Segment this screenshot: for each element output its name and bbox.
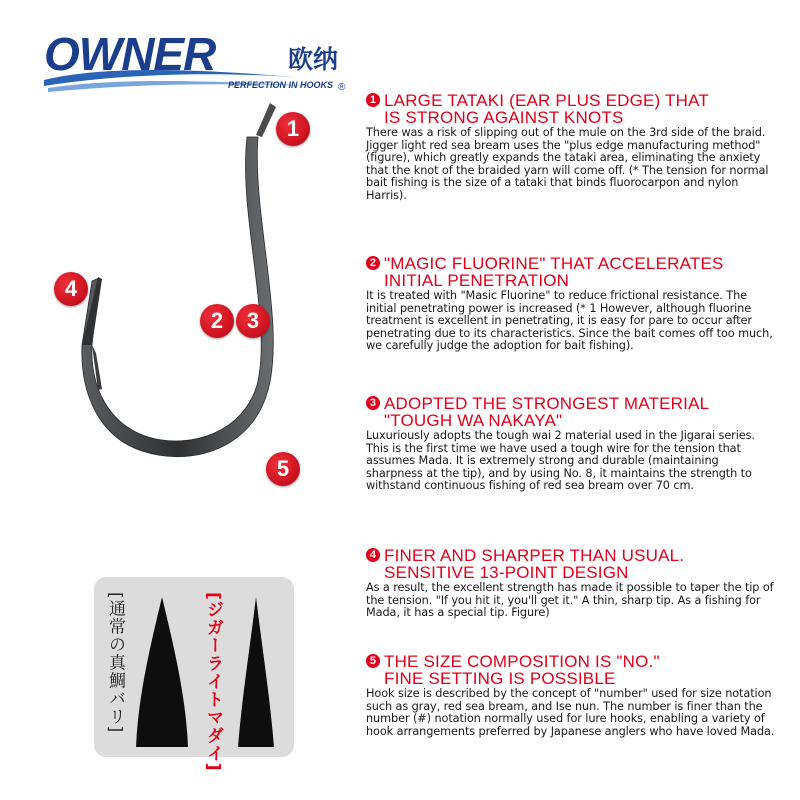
hook-badge-4: 4: [54, 272, 88, 306]
jigger-light-madai-label: [ジガーライトマダイ]: [203, 592, 223, 772]
feature-title-4-line2: SENSITIVE 13-POINT DESIGN: [384, 563, 629, 582]
feature-title-2-line1: "MAGIC FLUORINE" THAT ACCELERATES: [384, 254, 724, 273]
feature-number-4: 4: [366, 548, 380, 562]
owner-logo: [42, 28, 362, 96]
feature-title-1: [366, 92, 776, 126]
feature-title-4-line1: FINER AND SHARPER THAN USUAL.: [384, 546, 685, 565]
hook-eye: [256, 103, 276, 137]
feature-section-1: [366, 92, 776, 203]
hook-badge-2: 2: [200, 304, 234, 338]
feature-body-2-p1: It is treated with "Masic Fluorine" to reduce frictional resistance. The initial penetrating power is increased (* 1 However, although fluorine treatment is excellent in penetrating, it is easy for pare to occur after penetrating due to its characteristics. Since the bait comes off too much, we carefully judge the adoption for bait fishing).: [366, 289, 773, 353]
feature-title-4: [366, 547, 776, 581]
feature-title-3-line1: ADOPTED THE STRONGEST MATERIAL: [384, 394, 710, 413]
feature-title-5: [366, 653, 776, 687]
feature-title-3-line2: "TOUGH WA NAKAYA": [384, 411, 563, 430]
feature-section-2: [366, 255, 776, 353]
standard-hook-label: [通常の真鯛バリ]: [105, 592, 125, 734]
feature-section-5: [366, 653, 776, 738]
feature-body-3-p1: Luxuriously adopts the tough wai 2 material used in the Jigarai series.: [366, 429, 755, 442]
feature-title-2: [366, 255, 776, 289]
logo-tagline: PERFECTION IN HOOKS: [228, 80, 334, 90]
logo-brand: OWNER: [44, 28, 216, 80]
owner-logo-mark: [42, 28, 362, 96]
feature-body-1-p1: There was a risk of slipping out of the mule on the 3rd side of the braid.: [366, 126, 766, 139]
feature-title-3: [366, 395, 776, 429]
feature-title-2-line2: INITIAL PENETRATION: [384, 271, 570, 290]
feature-number-3: 3: [366, 396, 380, 410]
logo-registered: ®: [338, 82, 346, 93]
feature-section-3: [366, 395, 776, 493]
feature-number-1: 1: [366, 93, 380, 107]
feature-title-1-line2: IS STRONG AGAINST KNOTS: [384, 108, 624, 127]
standard-tip-shape: [136, 597, 188, 747]
feature-body-4: [366, 582, 776, 620]
feature-body-3: [366, 430, 776, 493]
feature-title-5-line2: FINE SETTING IS POSSIBLE: [384, 669, 616, 688]
feature-title-5-line1: THE SIZE COMPOSITION IS "NO.": [384, 652, 660, 671]
hook-drawing: [30, 95, 360, 515]
hook-body: [82, 137, 273, 457]
feature-body-4-p1: As a result, the excellent strength has made it possible to taper the tip of the tension. "If you hit it, you'll get it." A thin, sharp tip. As a fishing for Mada, it has a special tip. Figure): [366, 581, 774, 620]
feature-body-5-p1: Hook size is described by the concept of "number" used for size notation such as gray, red sea bream, and Ise nun. The number is finer than the number (#) notation normally used for lure hooks, enabling a variety of hook arrangements preferred by Japanese anglers who have loved Mada.: [366, 687, 775, 738]
logo-brand-cn: 欧纳: [288, 45, 339, 74]
feature-body-2: [366, 290, 776, 353]
feature-body-5: [366, 688, 776, 738]
hook-badge-1: 1: [276, 112, 310, 146]
hook-badge-3: 3: [236, 304, 270, 338]
feature-body-1-p2: Jigger light red sea bream uses the "plus edge manufacturing method" (figure), which greatly expands the tataki area, eliminating the anxiety that the knot of the braided yarn will come off. (* The tension for normal bait fishing is the size of a tataki that binds fluorocarpon and nylon Harris).: [366, 138, 769, 202]
feature-number-2: 2: [366, 256, 380, 270]
feature-body-3-p2: This is the first time we have used a tough wire for the tension that assumes Mada. It is extremely strong and durable (maintaining sharpness at the tip), and by using No. 8, it maintains the strength to withstand continuous fishing of red sea bream over 70 cm.: [366, 441, 752, 493]
hook-illustration: [30, 95, 360, 515]
hook-badge-5: 5: [266, 452, 300, 486]
jigger-tip-shape: [238, 597, 274, 747]
feature-number-5: 5: [366, 654, 380, 668]
feature-body-1: [366, 127, 776, 203]
feature-title-1-line1: LARGE TATAKI (EAR PLUS EDGE) THAT: [384, 91, 709, 110]
feature-section-4: [366, 547, 776, 620]
